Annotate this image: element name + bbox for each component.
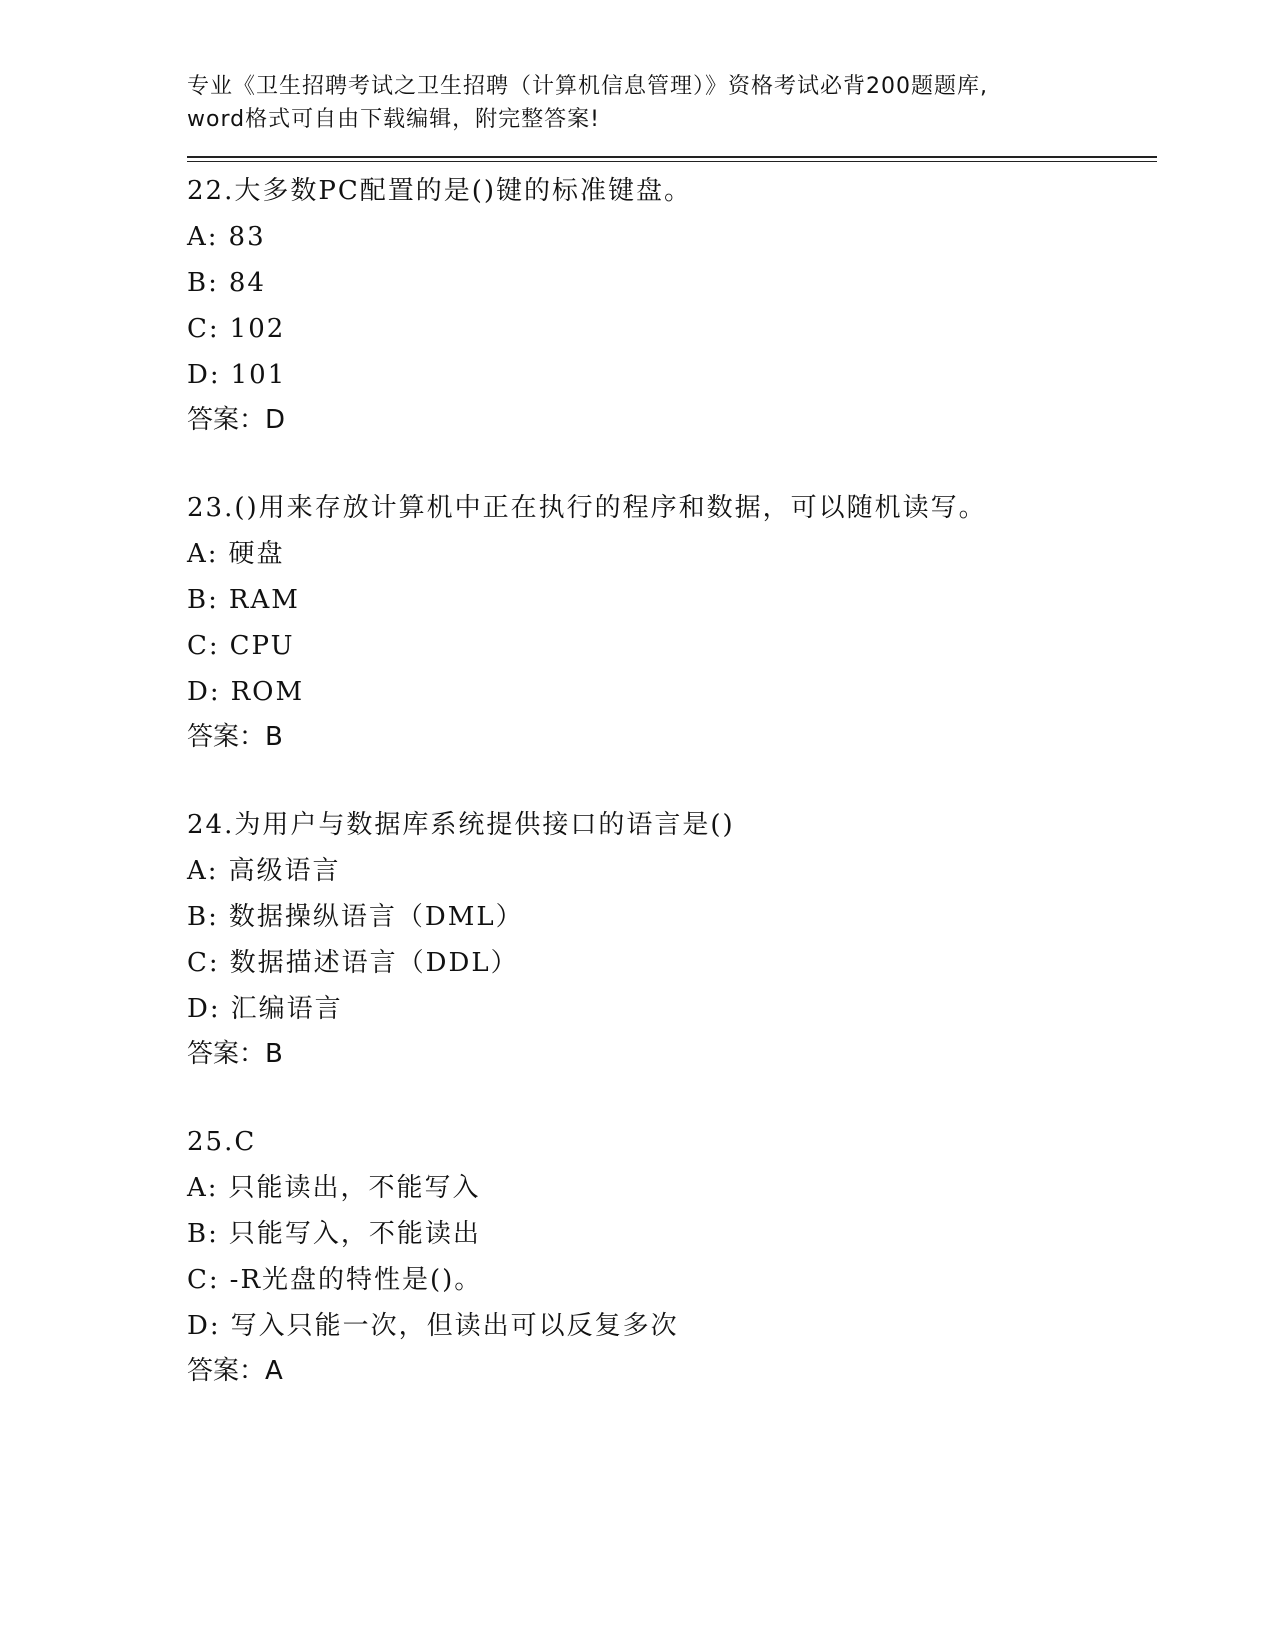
option-text: 硬盘 [228,539,285,569]
option-d [187,986,1157,1032]
answer-line: 答案：B [187,1039,283,1069]
option-letter: D: [187,1311,221,1341]
option-text: 数据操纵语言（DML） [228,902,524,932]
question-stem: 24.为用户与数据库系统提供接口的语言是() [187,810,735,840]
option-c [187,940,1157,986]
option-b [187,260,1157,306]
question-23 [187,485,1157,759]
question-22 [187,168,1157,442]
question-stem: 25.C [187,1127,257,1157]
question-25 [187,1119,1157,1393]
option-letter: B: [187,268,219,298]
option-letter: D: [187,994,221,1024]
option-letter: B: [187,585,219,615]
option-b [187,577,1157,623]
option-c [187,1257,1157,1303]
option-a [187,531,1157,577]
option-text: 写入只能一次，但读出可以反复多次 [230,1311,679,1341]
option-letter: B: [187,1219,219,1249]
question-stem: 23.()用来存放计算机中正在执行的程序和数据，可以随机读写。 [187,493,987,523]
option-d [187,1303,1157,1349]
option-letter: D: [187,677,221,707]
option-text: RAM [228,585,300,615]
option-a [187,1165,1157,1211]
option-letter: C: [187,1265,220,1295]
option-text: 102 [229,314,286,344]
option-text: CPU [229,631,295,661]
option-d [187,352,1157,398]
option-text: 只能读出，不能写入 [228,1173,481,1203]
option-letter: D: [187,360,221,390]
header-divider [187,156,1157,162]
option-d [187,669,1157,715]
option-text: 高级语言 [228,856,341,886]
answer-line: 答案：B [187,722,283,752]
question-stem: 22.大多数PC配置的是()键的标准键盘。 [187,176,693,206]
question-list [187,168,1157,1393]
option-letter: B: [187,902,219,932]
answer-line: 答案：D [187,405,286,435]
option-b [187,894,1157,940]
question-24 [187,802,1157,1076]
header-line-2: word格式可自由下载编辑，附完整答案! [187,107,600,132]
option-text: 汇编语言 [230,994,343,1024]
answer-line: 答案：A [187,1356,283,1386]
option-a [187,214,1157,260]
option-text: 数据描述语言（DDL） [229,948,519,978]
option-a [187,848,1157,894]
option-c [187,623,1157,669]
option-letter: A: [187,1173,219,1203]
option-b [187,1211,1157,1257]
option-text: ROM [230,677,305,707]
option-letter: C: [187,314,220,344]
option-c [187,306,1157,352]
document-page [187,70,1157,1436]
option-text: 只能写入，不能读出 [228,1219,481,1249]
option-text: 101 [230,360,287,390]
option-text: 83 [228,222,266,252]
option-letter: A: [187,222,219,252]
option-letter: C: [187,948,220,978]
option-letter: C: [187,631,220,661]
option-text: 84 [228,268,266,298]
header-line-1: 专业《卫生招聘考试之卫生招聘（计算机信息管理）》资格考试必背200题题库, [187,74,988,99]
option-letter: A: [187,856,219,886]
option-letter: A: [187,539,219,569]
option-text: -R光盘的特性是()。 [229,1265,483,1295]
